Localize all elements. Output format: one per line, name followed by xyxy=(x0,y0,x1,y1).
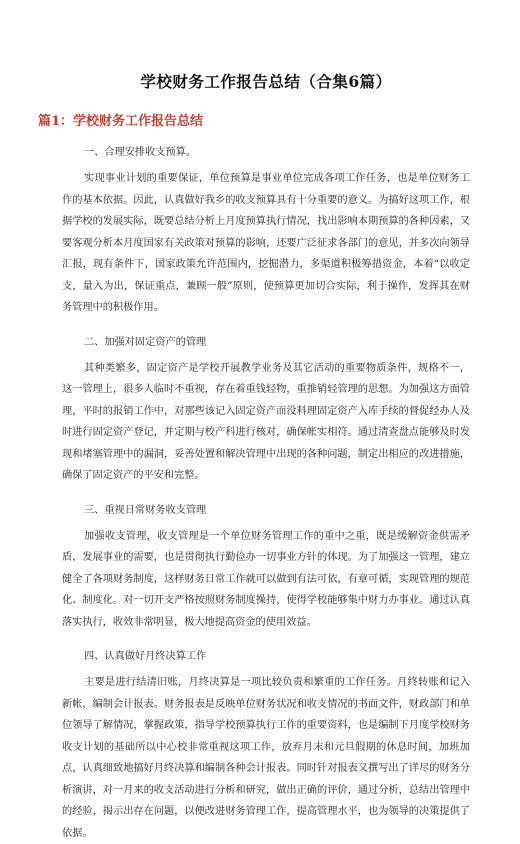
section-heading: 二、加强对固定资产的管理 xyxy=(84,336,207,348)
section-block-2 xyxy=(62,333,470,487)
section-block-3 xyxy=(62,501,470,634)
section-block-1 xyxy=(62,143,470,319)
section-heading: 三、重视日常财务收支管理 xyxy=(84,504,207,516)
body-paragraph: 其种类繁多，固定资产是学校开展教学业务及其它活动的重要物质条件，规格不一，这一管理上，很多人临时不重视，存在着重钱轻物，重推销轻管理的思想。为加强这方面管理，平时的报销工作中，对那些该记入固定资产而没料理固定资产入库手续的督促经办人及时进行固定资产登记，并定期与校产科进行核对，确保帐实相符。通过清查盘点能够及时发现和堵塞管理中的漏洞，妥善处置和解决管理中出现的各种问题，制定出相应的改进措施，确保了固定资产的平安和完整。 xyxy=(62,362,470,481)
section-title: 篇1：学校财务工作报告总结 xyxy=(38,114,204,129)
document-title: 学校财务工作报告总结（合集6篇） xyxy=(140,72,392,91)
body-paragraph: 加强收支管理，收支管理是一个单位财务管理工作的重中之重，既是缓解资金供需矛盾，发展事业的需要，也是贯彻执行勤俭办一切事业方针的体现。为了加强这一管理，建立健全了各项财务制度，这样财务日常工作就可以做到有法可依，有章可循，实现管理的规范化、制度化。对一切开支严格按照财务制度操持，使得学校能够集中财力办事业。通过认真落实执行，收效非常明显，极大地提高资金的使用效益。 xyxy=(62,530,470,628)
section-heading: 一、合理安排收支预算。 xyxy=(84,147,197,158)
body-paragraph: 实现事业计划的重要保证，单位预算是事业单位完成各项工作任务，也是单位财务工作的基本依据。因此，认真做好我乡的收支预算具有十分重要的意义。为搞好这项工作，根据学校的发展实际，既要总结分析上月度预算执行情况，找出影响本期预算的各种因素，又要客观分析本月度国家有关政策对预算的影响，还要广泛征求各部门的意见，并多次向领导汇报，现有条件下，国家政策允许范围内，挖掘潜力，多渠道积极筹措资金，本着“以收定支，量入为出，保证重点，兼顾一般”原则，使预算更加切合实际，利于操作，发挥其在财务管理中的积极作用。 xyxy=(62,173,470,313)
section-heading: 四、认真做好月终决算工作 xyxy=(84,651,207,662)
section-block-4 xyxy=(62,647,470,844)
body-paragraph: 主要是进行结清旧账，月终决算是一项比较负责和繁重的工作任务。月终转账和记入新帐，编制会计报表。财务报表是反映单位财务状况和收支情况的书面文件，财政部门和单位领导了解情况，掌握政策，指导学校预算执行工作的重要资料，也是编制下月度学校财务收支计划的基础所以中心校非常重视这项工作，放弃月末和元旦假期的休息时间，加班加点，认真细致地搞好月终决算和编制各种会计报表。同时针对报表又撰写出了详尽的财务分析演讲，对一月来的收支活动进行分析和研究，做出正确的评价，通过分析，总结出管理中的经验，揭示出存在问题，以便改进财务管理工作，提高管理水平，也为领导的决策提供了依据。 xyxy=(62,677,470,839)
